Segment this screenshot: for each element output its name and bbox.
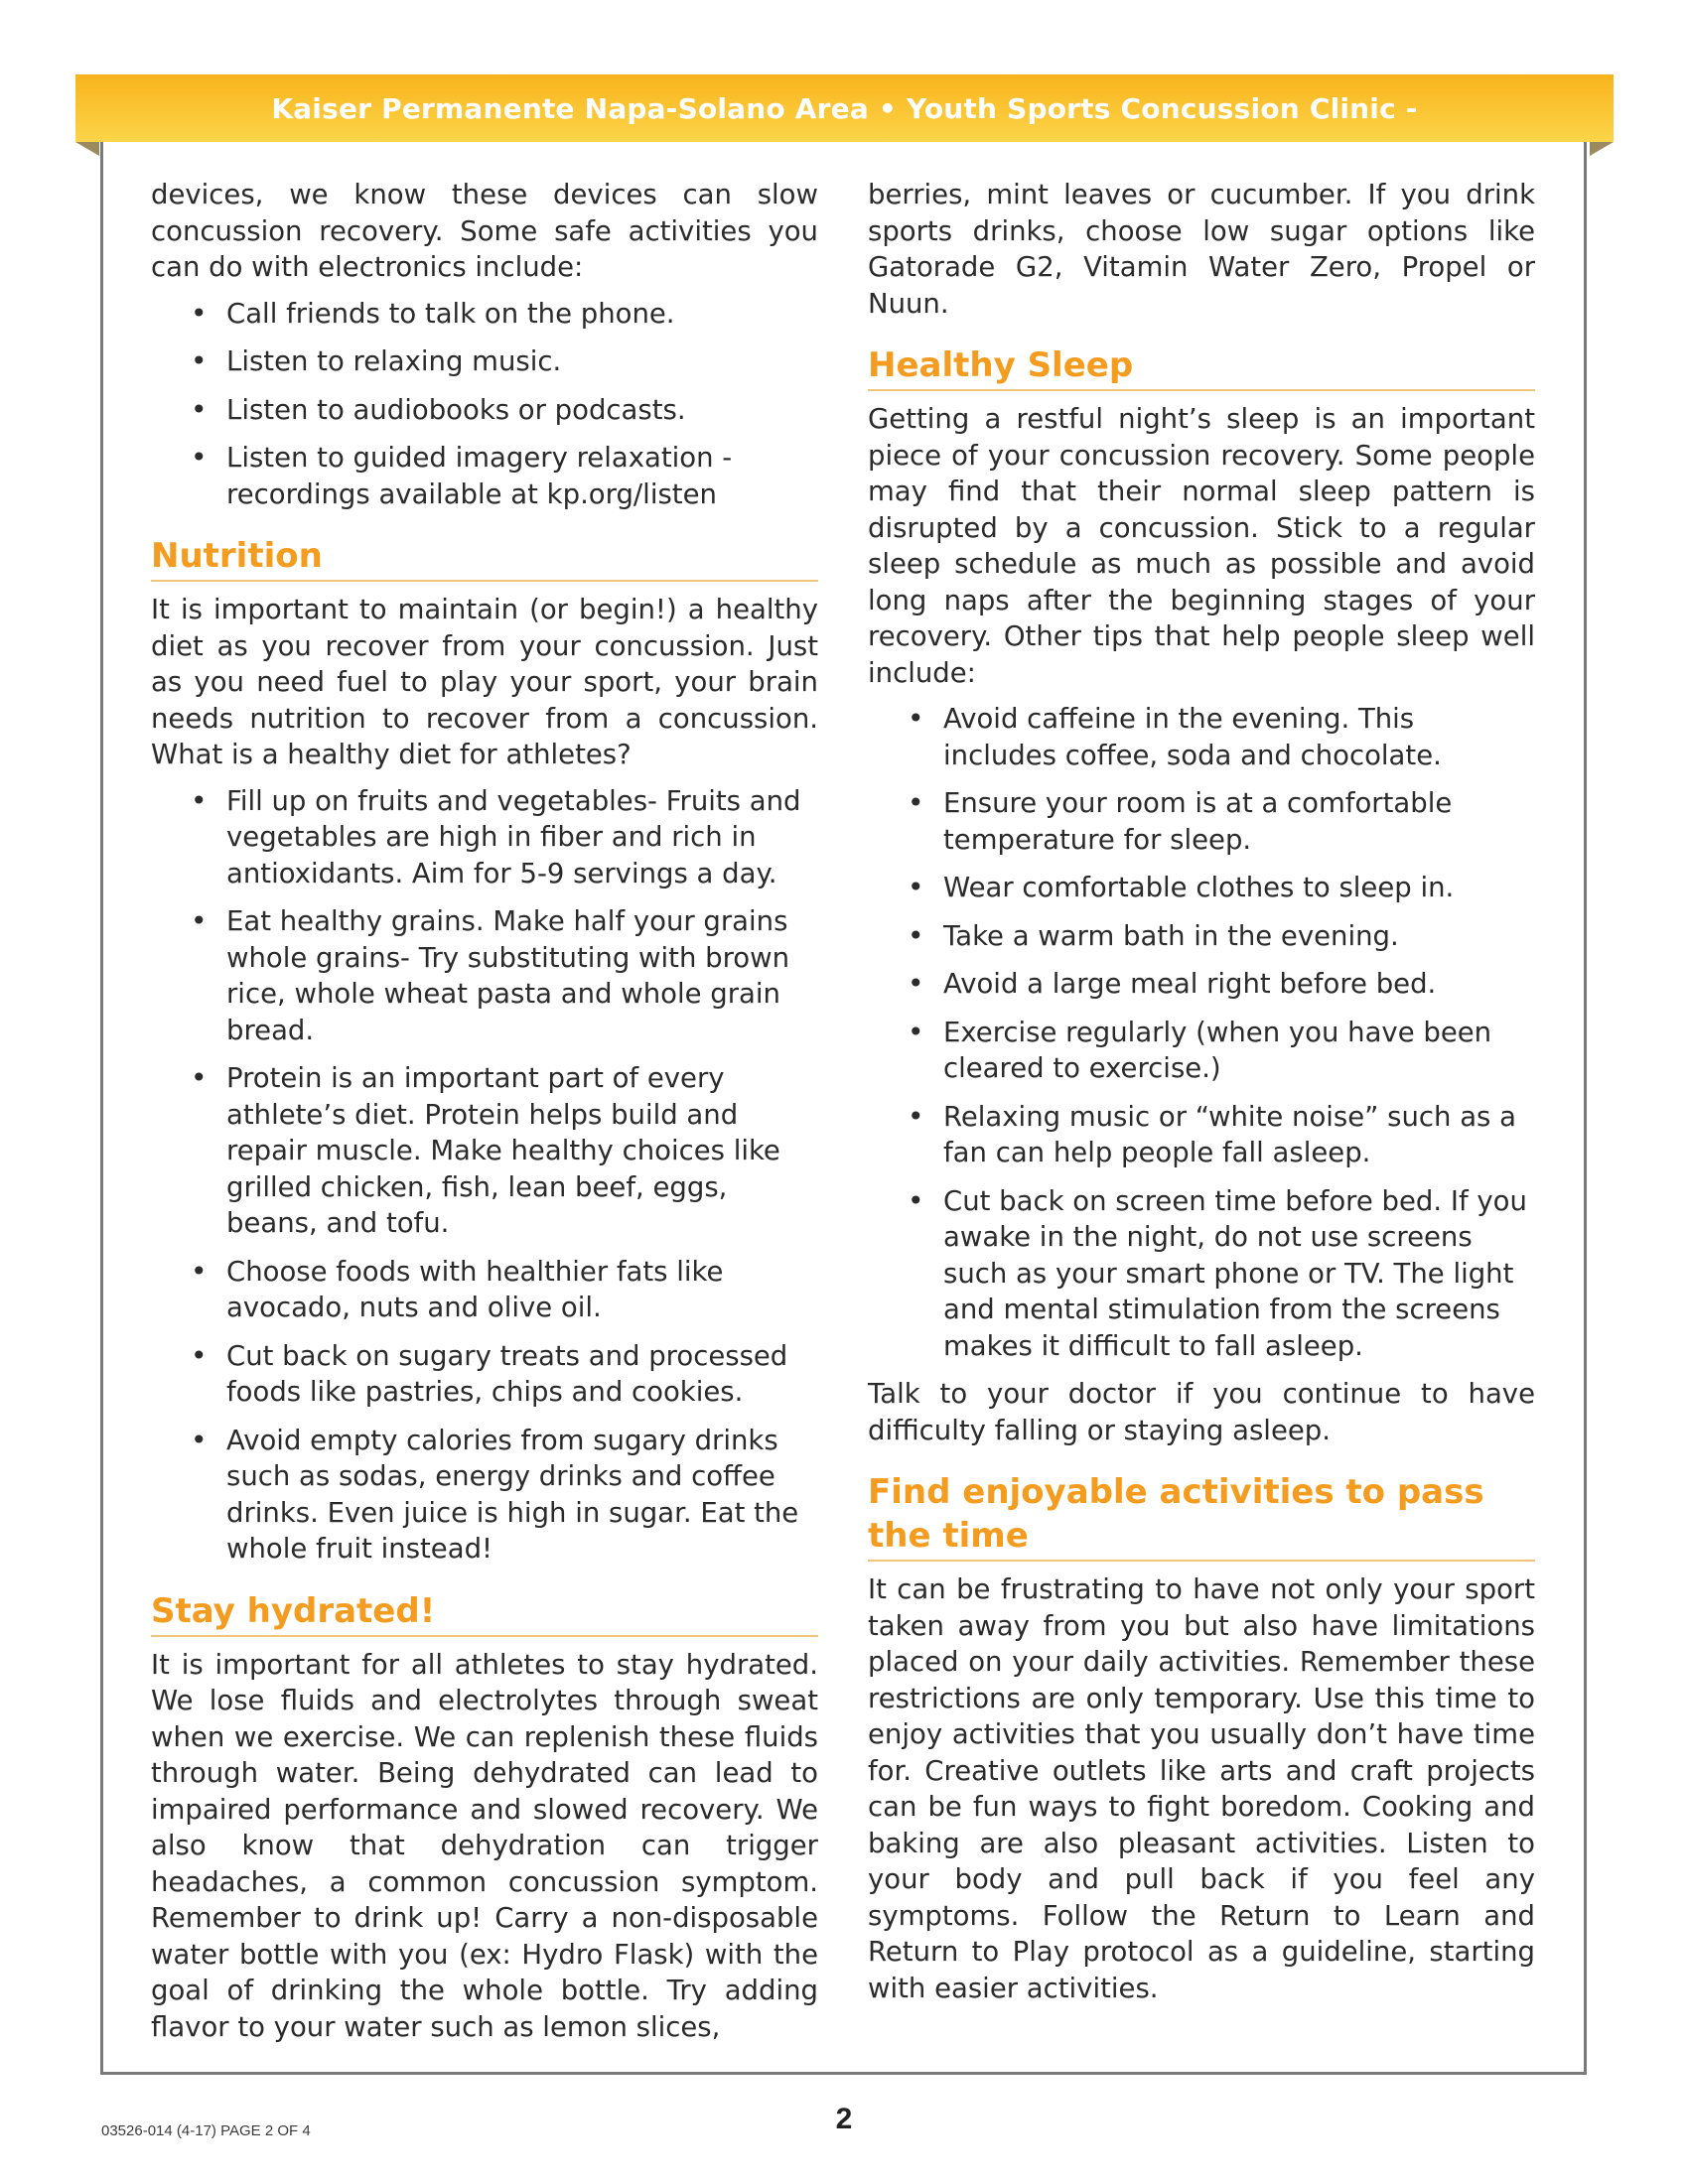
document-code: 03526-014 (4-17) PAGE 2 OF 4 (101, 2122, 311, 2139)
left-column (151, 177, 818, 2045)
list-item: • Wear comfortable clothes to sleep in. (868, 870, 1535, 906)
list-item: • Avoid a large meal right before bed. (868, 966, 1535, 1003)
bullet-icon: • (908, 1183, 924, 1217)
list-item: • Listen to audiobooks or podcasts. (151, 392, 818, 429)
list-item: • Cut back on screen time before bed. If you awake in the night, do not use screens such as your smart phone or TV. The light and mental stimulation from the screens makes it difficult to fall asleep. (908, 1183, 1527, 1362)
bullet-icon: • (191, 1338, 208, 1372)
bullet-icon: • (191, 296, 208, 330)
bullet-icon: • (191, 783, 208, 817)
list-item: • Relaxing music or “white noise” such as a fan can help people fall asleep. (908, 1099, 1516, 1168)
bullet-icon: • (908, 702, 924, 735)
activities-paragraph: It can be frustrating to have not only your sport taken away from you but also have limitations placed on your daily activities. Remember these restrictions are only temporary. Use this time to enjoy activities that you usually don’t have time for. Creative outlets like arts and craft projects can be fun ways to fight boredom. Cooking and baking are also pleasant activities. Listen to your body and pull back if you feel any symptoms. Follow the Return to Learn and Return to Play protocol as a guideline, starting with easier activities. (868, 1573, 1535, 2004)
bullet-icon: • (908, 1099, 924, 1133)
list-item: • Listen to relaxing music. (151, 343, 818, 380)
bullet-icon: • (191, 1423, 208, 1456)
list-item: • Call friends to talk on the phone. (151, 296, 818, 333)
nutrition-paragraph: It is important to maintain (or begin!) a healthy diet as you recover from your concussion. Just as you need fuel to play your sport, your brain needs nutrition to recover from a concussion. What is a healthy diet for athletes? (151, 594, 818, 770)
list-item: • Cut back on sugary treats and processed foods like pastries, chips and cookies. (191, 1338, 788, 1408)
bullet-icon: • (908, 1015, 924, 1048)
list-item: • Protein is an important part of every athlete’s diet. Protein helps build and repair muscle. Make healthy choices like grilled chicken, fish, lean beef, eggs, beans, and tofu. (191, 1061, 780, 1239)
bullet-icon: • (908, 871, 924, 903)
sleep-heading: Healthy Sleep (868, 343, 1535, 391)
bullet-icon: • (191, 441, 208, 474)
list-item: • Fill up on fruits and vegetables- Fruits and vegetables are high in fiber and rich in antioxidants. Aim for 5-9 servings a day. (191, 783, 801, 889)
list-item: • Choose foods with healthier fats like avocado, nuts and olive oil. (191, 1254, 724, 1323)
banner-fold-right (1590, 142, 1614, 156)
list-item: • Take a warm bath in the evening. (868, 918, 1535, 955)
bullet-icon: • (191, 1254, 208, 1288)
list-item: • Ensure your room is at a comfortable temperature for sleep. (908, 786, 1453, 856)
nutrition-heading: Nutrition (151, 534, 818, 582)
right-column (868, 177, 1535, 2006)
bullet-icon: • (191, 344, 208, 377)
sleep-list (868, 701, 1535, 1364)
banner-fold-left (75, 142, 99, 156)
nutrition-list (151, 783, 818, 1568)
hydration-heading: Stay hydrated! (151, 1589, 818, 1637)
bullet-icon: • (908, 967, 924, 1000)
header-banner (75, 74, 1614, 142)
hydration-paragraph: It is important for all athletes to stay hydrated. We lose fluids and electrolytes through sweat when we exercise. We can replenish these fluids through water. Being dehydrated can lead to impaired performance and slowed recovery. We also know that dehydration can trigger headaches, a common concussion symptom. Remember to drink up! Carry a non-disposable water bottle with you (ex: Hydro Flask) with the goal of drinking the whole bottle. Try adding flavor to your water such as lemon slices, (151, 1648, 818, 2043)
bullet-icon: • (191, 904, 208, 937)
list-item: • Exercise regularly (when you have been cleared to exercise.) (908, 1015, 1492, 1084)
bullet-icon: • (191, 392, 208, 426)
sleep-closing: Talk to your doctor if you continue to have difficulty falling or staying asleep. (868, 1378, 1535, 1446)
banner-title: Kaiser Permanente Napa-Solano Area • Youth Sports Concussion Clinic - (271, 91, 1418, 125)
electronics-intro: devices, we know these devices can slow concussion recovery. Some safe activities you can do with electronics include: (151, 179, 818, 283)
sleep-paragraph: Getting a restful night’s sleep is an important piece of your concussion recovery. Some people may find that their normal sleep pattern is disrupted by a concussion. Stick to a regular sleep schedule as much as possible and avoid long naps after the beginning stages of your recovery. Other tips that help people sleep well include: (868, 403, 1535, 689)
list-item: • Listen to guided imagery relaxation - recordings available at kp.org/listen (191, 441, 733, 510)
page-number: 2 (835, 2103, 853, 2135)
bullet-icon: • (191, 1061, 208, 1094)
hydration-continued: berries, mint leaves or cucumber. If you drink sports drinks, choose low sugar options like Gatorade G2, Vitamin Water Zero, Propel or Nuun. (868, 179, 1535, 320)
activities-heading: Find enjoyable activities to pass the time (868, 1470, 1535, 1562)
bullet-icon: • (908, 918, 924, 952)
electronics-list (151, 296, 818, 513)
bullet-icon: • (908, 786, 924, 819)
list-item: • Avoid caffeine in the evening. This includes coffee, soda and chocolate. (908, 702, 1442, 771)
list-item: • Avoid empty calories from sugary drinks such as sodas, energy drinks and coffee drinks. Even juice is high in sugar. Eat the whole fruit instead! (191, 1423, 799, 1565)
list-item: • Eat healthy grains. Make half your grains whole grains- Try substituting with brown rice, whole wheat pasta and whole grain bread. (191, 904, 790, 1046)
